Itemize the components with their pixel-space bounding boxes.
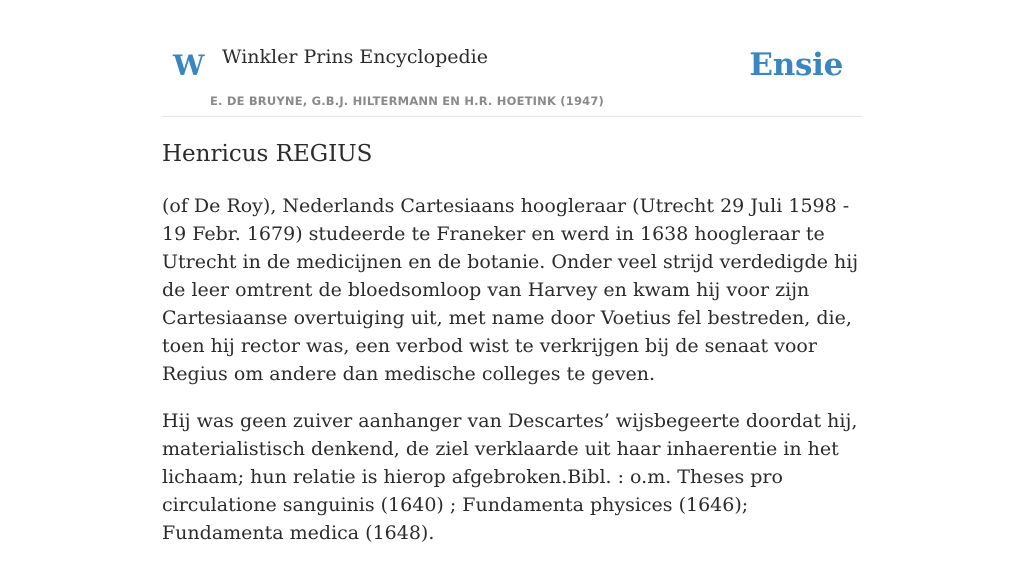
ensie-logo[interactable]: Ensie bbox=[749, 47, 843, 83]
entry-paragraph-1: (of De Roy), Nederlands Cartesiaans hoogleraar (Utrecht 29 Juli 1598 - 19 Febr. 1679) studeerde te Franeker en werd in 1638 hoogleraar te Utrecht in de medicijnen en de botanie. Onder veel strijd verdedigde hij de leer omtrent de bloedsomloop van Harvey en kwam hij voor zijn Cartesiaanse overtuiging uit, met name door Voetius fel bestreden, die, toen hij rector was, een verbod wist te verkrijgen bij de senaat voor Regius om andere dan medische colleges te geven. bbox=[162, 195, 859, 385]
entry-title: Henricus REGIUS bbox=[162, 141, 373, 167]
authors-line: E. DE BRUYNE, G.B.J. HILTERMANN EN H.R. HOETINK (1947) bbox=[210, 94, 605, 108]
header bbox=[162, 0, 862, 117]
entry-body bbox=[162, 192, 862, 566]
page-container bbox=[162, 0, 862, 544]
book-title-link[interactable]: Winkler Prins Encyclopedie bbox=[222, 46, 488, 68]
entry-paragraph-2: Hij was geen zuiver aanhanger van Descartes’ wijsbegeerte doordat hij, materialistisch denkend, de ziel verklaarde uit haar inhaerentie in het lichaam; hun relatie is hierop afgebroken.Bibl. : o.m. Theses pro circulatione sanguinis (1640) ; Fundamenta physices (1646); Fundamenta medica (1648). bbox=[162, 410, 858, 544]
winkler-prins-logo[interactable]: W bbox=[173, 49, 205, 82]
